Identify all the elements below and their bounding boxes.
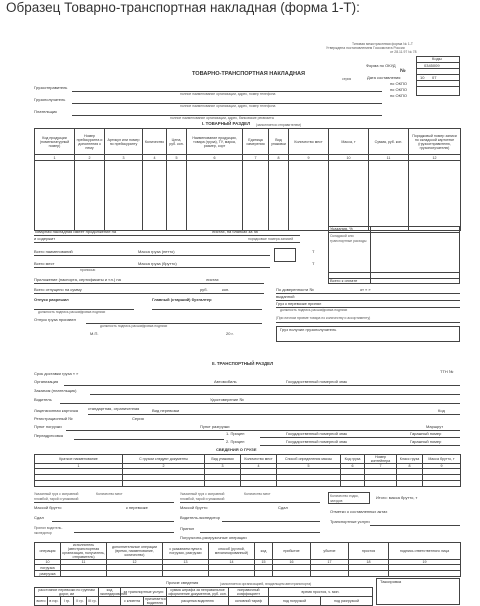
org-label: Организация xyxy=(34,379,59,384)
marks-label: Отметки о составленных актах xyxy=(330,509,388,514)
accepted-driver: Принял водитель-экспедитор xyxy=(34,526,63,535)
section1-title: I. ТОВАРНЫЙ РАЗДЕЛ xyxy=(202,121,251,126)
other-sub-row xyxy=(35,597,373,606)
col-number: 2 xyxy=(75,155,105,161)
col-number: 9 xyxy=(423,464,461,469)
col-number: 2 xyxy=(123,464,205,469)
ops-header-row xyxy=(35,543,461,560)
other-sub: основной тариф xyxy=(229,597,269,606)
col-number: 10 xyxy=(35,560,61,565)
other-sub: II гр. xyxy=(74,597,87,606)
series-label: Серия xyxy=(132,416,144,421)
col-number: 7 xyxy=(365,464,397,469)
mass-box xyxy=(274,248,296,262)
packed-qty-2: Указанный груз с исправной пломбой, тарой и упаковкой xyxy=(180,492,225,501)
col-number: 8 xyxy=(397,464,423,469)
col-number: 12 xyxy=(409,155,461,161)
loading-point: Пункт погрузки xyxy=(34,424,62,429)
goods-header: Наименование продукции, товара (груза), ТУ, марка, размер, сорт xyxy=(187,129,243,155)
shipper-hint: полное наименование организации, адрес, номер телефона xyxy=(180,92,276,96)
other-info: Прочие сведения xyxy=(166,580,199,585)
cargo-header-row xyxy=(35,455,461,464)
okud-label: Форма по ОКУД xyxy=(366,63,396,68)
col-number: 12 xyxy=(107,560,163,565)
col-number: 3 xyxy=(205,464,241,469)
names-total: Всего наименований xyxy=(34,249,73,254)
col-number: 1 xyxy=(35,464,123,469)
section1-note: (заполняется отправителем) xyxy=(256,123,301,127)
cargo-info-title: СВЕДЕНИЯ О ГРУЗЕ xyxy=(216,447,257,452)
markup-header: Указания, % xyxy=(330,226,353,231)
codes-label: Коды xyxy=(432,56,442,61)
seria-label: серия xyxy=(342,77,352,81)
driver-label: Водитель xyxy=(34,397,52,402)
date-month: 07 xyxy=(432,75,437,80)
col-number: 4 xyxy=(241,464,277,469)
ops-row-unloading xyxy=(35,571,461,577)
cargo-header: Вид упаковки xyxy=(205,455,241,464)
cargo-header: Масса брутто, т xyxy=(423,455,461,464)
count-label-2: Количество мест xyxy=(244,492,271,496)
consignee-label: Грузополучатель xyxy=(34,97,66,102)
released-by: Отпуск груза произвел xyxy=(34,317,76,322)
markup-costs: Складской или транспортные расходы xyxy=(330,234,367,243)
col-number: 6 xyxy=(187,155,243,161)
col-number: 6 xyxy=(341,464,365,469)
count-label-1: Количество мест xyxy=(96,492,123,496)
ops-header: убытие xyxy=(311,543,349,560)
col-number: 1 xyxy=(35,155,75,161)
mass-gross-2: Массой брутто xyxy=(34,505,62,510)
other-header: сумма штрафа за неправильное оформление документов, руб. коп. xyxy=(168,588,227,596)
ops-header: с указанием пункта погрузки, разгрузки xyxy=(163,543,209,560)
mp-label: М.П. xyxy=(90,331,99,336)
taxation-label: Таксировка xyxy=(380,579,402,584)
mass-net: Масса груза (нетто) xyxy=(138,249,175,254)
other-sub: I гр. xyxy=(61,597,74,606)
ops-header: простоя xyxy=(349,543,389,560)
on-transport: к перевозке xyxy=(126,505,148,510)
serial-label: порядковые номера записей xyxy=(248,237,294,241)
col-number: 18 xyxy=(349,560,389,565)
t-unit-1: Т xyxy=(312,249,315,254)
rub-label: руб. xyxy=(200,287,208,292)
route-label: Маршрут xyxy=(426,424,444,429)
col-number: 15 xyxy=(255,560,273,565)
words-hint: прописью xyxy=(80,268,96,272)
state-number-3: Государственный номерной знак xyxy=(286,439,347,444)
markup-total: Всего к оплате xyxy=(330,278,358,283)
ops-header: операция xyxy=(35,543,61,560)
other-header: код экспедирования xyxy=(100,588,128,596)
accepted-by: Груз к перевозке принял xyxy=(276,301,322,306)
ops-header: код xyxy=(255,543,273,560)
other-sub: III гр. xyxy=(87,597,99,606)
trailer-2: 2. Прицеп xyxy=(226,439,245,444)
ops-header: подпись ответственного лица xyxy=(389,543,461,560)
loading-ops-title: Погрузочно-разгрузочные операции xyxy=(180,535,247,540)
form-title: ТОВАРНО-ТРАНСПОРТНАЯ НАКЛАДНАЯ xyxy=(192,71,306,77)
contains-label: и содержит xyxy=(34,236,56,241)
trailer-1: 1. Прицеп xyxy=(226,431,245,436)
attachment: Приложение (паспорта, сертификаты и т.п.) на xyxy=(34,277,121,282)
received-by: Груз получил грузополучатель xyxy=(280,327,337,332)
cargo-header: С грузом следуют документы xyxy=(123,455,205,464)
transport-services: Транспортные услуги xyxy=(330,519,370,524)
goods-table xyxy=(34,128,461,231)
year-label: 20 г. xyxy=(226,331,234,336)
customer-label: Заказчик (плательщик) xyxy=(34,388,77,393)
t-unit-2: Т xyxy=(312,261,315,266)
shipper-label: Грузоотправитель xyxy=(34,85,68,90)
section2-title: II. ТРАНСПОРТНЫЙ РАЗДЕЛ xyxy=(212,361,274,366)
col-number: 8 xyxy=(269,155,289,161)
form-note-3: от 28.11.97 № 78 xyxy=(390,50,417,54)
state-number-1: Государственный номерной знак xyxy=(286,379,347,384)
unloading-point: Пункт разгрузки xyxy=(200,424,230,429)
cargo-header: Количество мест xyxy=(241,455,277,464)
col-number: 7 xyxy=(243,155,269,161)
forwarder-label: Водитель-экспедитор xyxy=(180,515,220,520)
goods-header: Цена, руб. коп. xyxy=(167,129,187,155)
other-sub: причитается водителю xyxy=(145,597,166,605)
goods-header: Артикул или номер по прейскуранту xyxy=(105,129,143,155)
okpo-label-2: по ОКПО xyxy=(390,87,407,92)
col-number: 17 xyxy=(311,560,349,565)
license-card: Лицензионная карточка xyxy=(34,408,79,413)
sig-hint-3: должность подпись расшифровка подписи xyxy=(280,308,348,312)
released-sum: Всего отпущено на сумму xyxy=(34,287,82,292)
other-sub: с клиента xyxy=(121,597,144,606)
waybill-form xyxy=(30,36,468,605)
other-header: поправочный коэффициент xyxy=(229,588,269,597)
payer-label: Плательщик xyxy=(34,109,57,114)
other-header: время простоя, ч. мин. xyxy=(269,588,373,597)
goods-header: Сумма, руб. коп. xyxy=(369,129,409,155)
seal-count: Количество ездок, заездов xyxy=(330,494,359,503)
delivery-term: Срок доставки груза « » xyxy=(34,371,79,376)
mass-gross: Масса груза (брутто) xyxy=(138,261,177,266)
ops-header: способ (ручной, механизированный) xyxy=(209,543,255,560)
goods-header: Порядковый номер записи по складской картотеке (грузоотправителю, грузополучателю) xyxy=(409,129,461,155)
readdress-label: Переадресовка xyxy=(34,433,64,438)
operations-table xyxy=(34,542,461,577)
sheets-label: листах, на бланках за № xyxy=(212,229,258,234)
issued-label: выданной xyxy=(276,294,295,299)
col-number: 4 xyxy=(143,155,167,161)
other-sub: под разгрузкой xyxy=(321,597,373,606)
col-number: 5 xyxy=(167,155,187,161)
col-number: 9 xyxy=(289,155,329,161)
sig-hint-2: должность подпись расшифровка подписи xyxy=(100,324,168,328)
page-header: Образец Товарно-транспортная накладная (форма 1-Т): xyxy=(6,0,360,15)
okud-code: 0345009 xyxy=(424,63,440,68)
other-sub: расценка водителю xyxy=(167,597,229,606)
other-header: расстояние перевозки по группам дорог, км xyxy=(35,588,99,597)
ops-header: исполнитель (автотранспортная организация, получатель, отправитель) xyxy=(62,543,105,559)
number-label: № xyxy=(400,68,406,74)
goods-header: Количество мест xyxy=(289,129,329,155)
col-number: 10 xyxy=(329,155,369,161)
cargo-header: Номер контейнера xyxy=(365,455,397,464)
consignee-hint: полное наименование организации, адрес, номер телефона xyxy=(180,104,276,108)
op-loading: погрузка xyxy=(35,565,61,571)
col-number: 5 xyxy=(277,464,341,469)
invoice-line: Товарная накладная имеет продолжение на xyxy=(34,229,117,234)
poa-label: По доверенности № xyxy=(276,287,314,292)
goods-header: Масса, т xyxy=(329,129,369,155)
cargo-header: Код груза xyxy=(341,455,365,464)
goods-header: Единица измерения xyxy=(243,129,269,155)
col-number: 11 xyxy=(369,155,409,161)
accepted-note: (При личном приеме товара по количеству и ассортименту) xyxy=(276,316,371,320)
release-allowed: Отпуск разрешил xyxy=(34,297,69,302)
places-total: Всего мест xyxy=(34,261,55,266)
date-day: 10 xyxy=(420,75,425,80)
goods-header: Вид упаковки xyxy=(269,129,289,155)
goods-body-row xyxy=(35,161,461,231)
goods-header: Номер прейскуранта и дополнения к нему xyxy=(75,129,105,155)
goods-header: Код продукции (номенклатурный номер) xyxy=(35,129,75,155)
garage-number-1: Гаражный номер xyxy=(410,431,442,436)
other-sub: всего xyxy=(35,597,48,606)
col-number: 16 xyxy=(273,560,311,565)
attachment-sheets: листах xyxy=(206,277,219,282)
ttn-label: ТТН № xyxy=(440,369,454,374)
kop-label: коп. xyxy=(222,287,230,292)
ops-header: дополнительные операции (время, наименование, количество) xyxy=(107,543,163,560)
op-unloading: разгрузка xyxy=(35,571,61,577)
transport-type: Вид перевозки xyxy=(152,408,180,413)
col-number: 3 xyxy=(105,155,143,161)
date-label: Дата составления xyxy=(367,75,401,80)
other-note: (заполняется организацией, владельцем автотранспорта) xyxy=(220,582,312,586)
packed-qty: Указанный груз с исправной пломбой, тарой и упаковкой xyxy=(34,492,79,501)
passed-2: Сдал xyxy=(278,505,288,510)
poa-from: от « » xyxy=(360,287,371,292)
cargo-header: Краткое наименование xyxy=(35,455,123,464)
col-number: 14 xyxy=(209,560,255,565)
license-types: стандартная, ограниченная xyxy=(88,406,140,411)
code-label: Код xyxy=(438,408,445,413)
cargo-header: Класс груза xyxy=(397,455,423,464)
other-sub-table xyxy=(34,596,373,606)
col-number: 13 xyxy=(163,560,209,565)
okpo-label-3: по ОКПО xyxy=(390,93,407,98)
col-number: 19 xyxy=(389,560,461,565)
col-number: 11 xyxy=(61,560,107,565)
license-label: Удостоверение № xyxy=(210,397,244,402)
reg-number: Регистрационный № xyxy=(34,416,73,421)
chief-accountant: Главный (старший) бухгалтер xyxy=(152,297,212,302)
sig-hint-1: должность подпись расшифровка подписи xyxy=(38,310,106,314)
other-sub: в гор. xyxy=(48,597,61,606)
other-header: за транспортные услуги xyxy=(121,588,167,597)
goods-header: Количество xyxy=(143,129,167,155)
form-note-2: Утверждена постановлением Госкомстата России xyxy=(326,46,405,50)
ops-header: прибытие xyxy=(273,543,311,560)
garage-number-2: Гаражный номер xyxy=(410,439,442,444)
passed-label: Сдал xyxy=(34,515,44,520)
mass-gross-3: Массой брутто xyxy=(180,505,208,510)
okpo-label-1: по ОКПО xyxy=(390,81,407,86)
goods-header-row xyxy=(35,129,461,155)
cargo-table xyxy=(34,454,461,487)
received-label: Принял xyxy=(180,526,195,531)
form-note-1: Типовая межотраслевая форма № 1-Т xyxy=(352,42,413,46)
auto-label: Автомобиль xyxy=(214,379,237,384)
other-sub: под погрузкой xyxy=(269,597,321,606)
state-number-2: Государственный номерной знак xyxy=(286,431,347,436)
cargo-header: Способ определения массы xyxy=(277,455,341,464)
total-mass: Итого: масса брутто, т xyxy=(376,495,418,500)
payer-hint: полное наименование организации, адрес, банковские реквизиты xyxy=(170,116,275,120)
